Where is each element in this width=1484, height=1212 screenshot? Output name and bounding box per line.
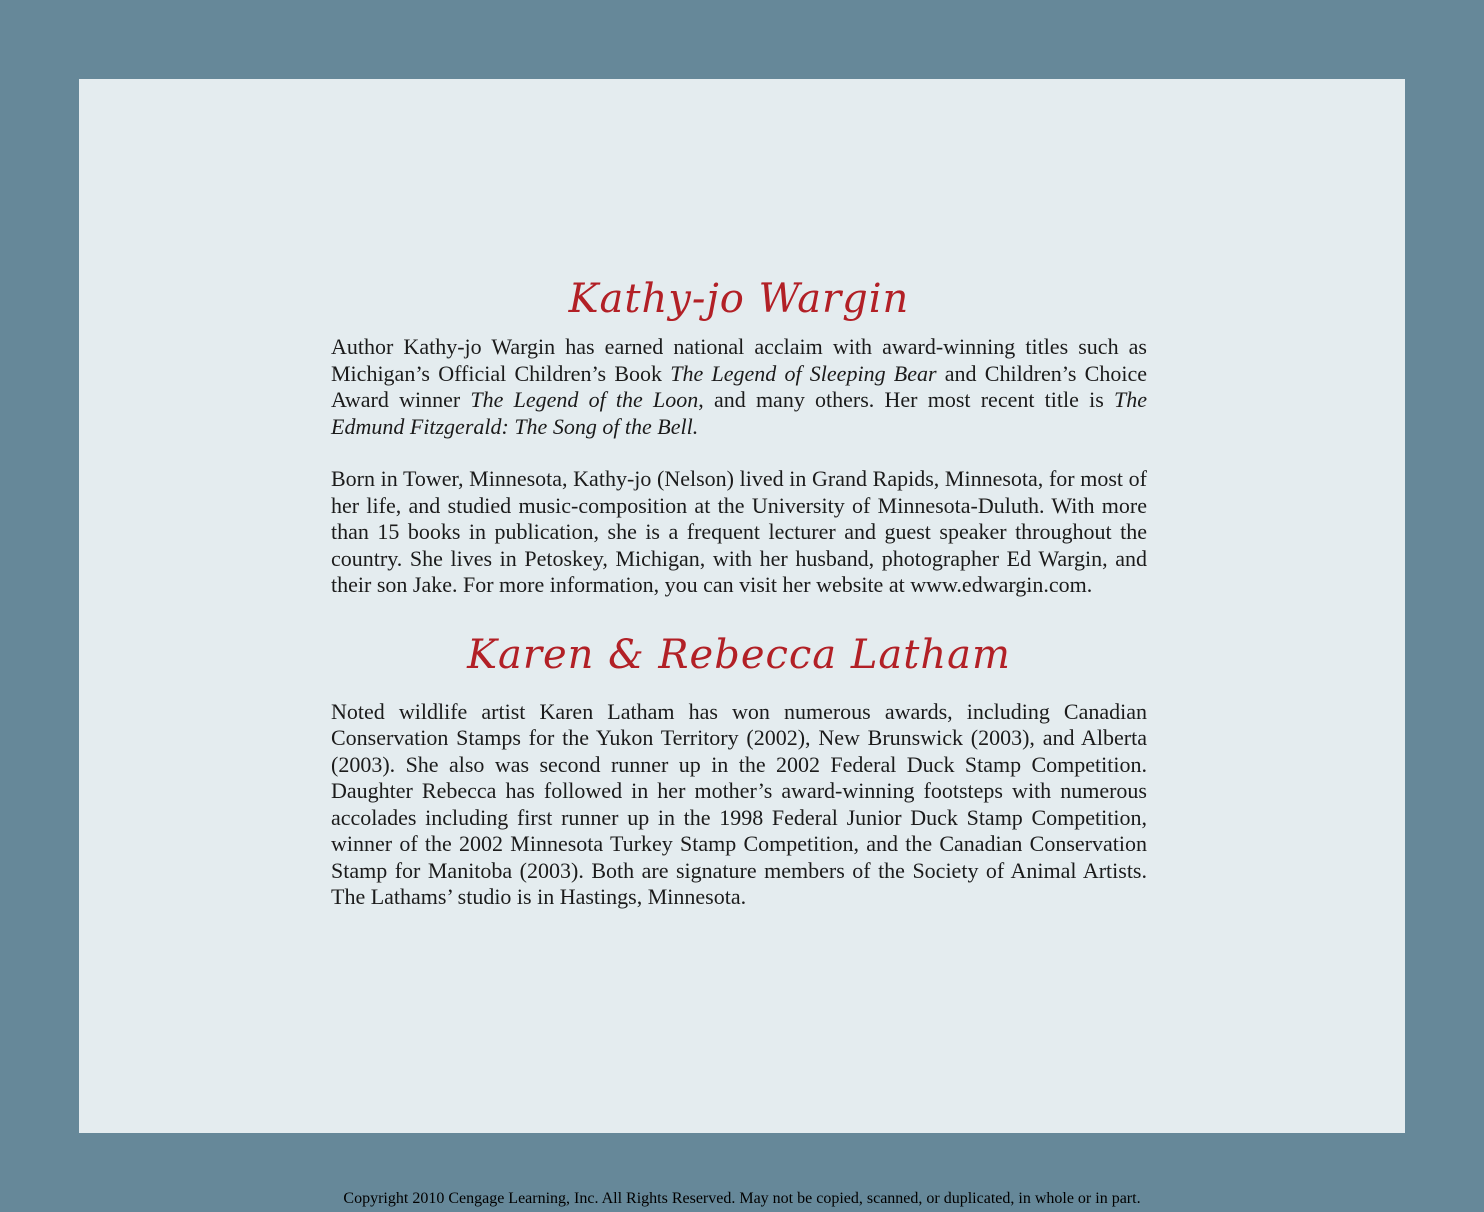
illustrator-bio-paragraph: Noted wildlife artist Karen Latham has won numerous awards, including Canadian Conservation Stamps for the Yukon Territory (2002), New Brunswick (2003), and Alberta (2003). She also was second runner up in the 2002 Federal Duck Stamp Competition. Daughter Rebecca has followed in her mother’s award-winning footsteps with numerous accolades including first runner up in the 1998 Federal Junior Duck Stamp Competition, winner of the 2002 Minnesota Turkey Stamp Competition, and the Canadian Conservation Stamp for Manitoba (2003). Both are signature members of the Society of Animal Artists. The Lathams’ studio is in Hastings, Minnesota.: [331, 698, 1147, 909]
author-bio-text-2: and Children’s Choice Award winner: [331, 360, 1147, 412]
author-bio-text-1: Author Kathy-jo Wargin has earned national acclaim with award-winning titles such as Michigan’s Official Children’s Book: [331, 334, 1147, 386]
book-title-sleeping-bear: The Legend of Sleeping Bear: [670, 360, 937, 386]
author-bio-text-3: , and many others. Her most recent title is: [698, 387, 1115, 412]
book-title-legend-of-loon: The Legend of the Loon: [470, 387, 699, 412]
page-content: [331, 275, 1147, 911]
author-bio-paragraph-2: Born in Tower, Minnesota, Kathy-jo (Nelson) lived in Grand Rapids, Minnesota, for most of her life, and studied music-composition at the University of Minnesota-Duluth. With more than 15 books in publication, she is a frequent lecturer and guest speaker throughout the country. She lives in Petoskey, Michigan, with her husband, photographer Ed Wargin, and their son Jake. For more information, you can visit her website at www.edwargin.com.: [331, 466, 1147, 597]
author-bio-paragraph-1: [331, 334, 1147, 440]
author-heading: Kathy-jo Wargin: [568, 276, 910, 322]
book-page: [79, 79, 1405, 1133]
book-title-edmund-fitzgerald: The Edmund Fitzgerald: The Song of the Bell.: [331, 387, 1148, 439]
illustrator-heading: Karen & Rebecca Latham: [467, 631, 1011, 678]
copyright-notice: Copyright 2010 Cengage Learning, Inc. All Rights Reserved. May not be copied, scanned, or duplicated, in whole or in part.: [343, 1190, 1141, 1207]
